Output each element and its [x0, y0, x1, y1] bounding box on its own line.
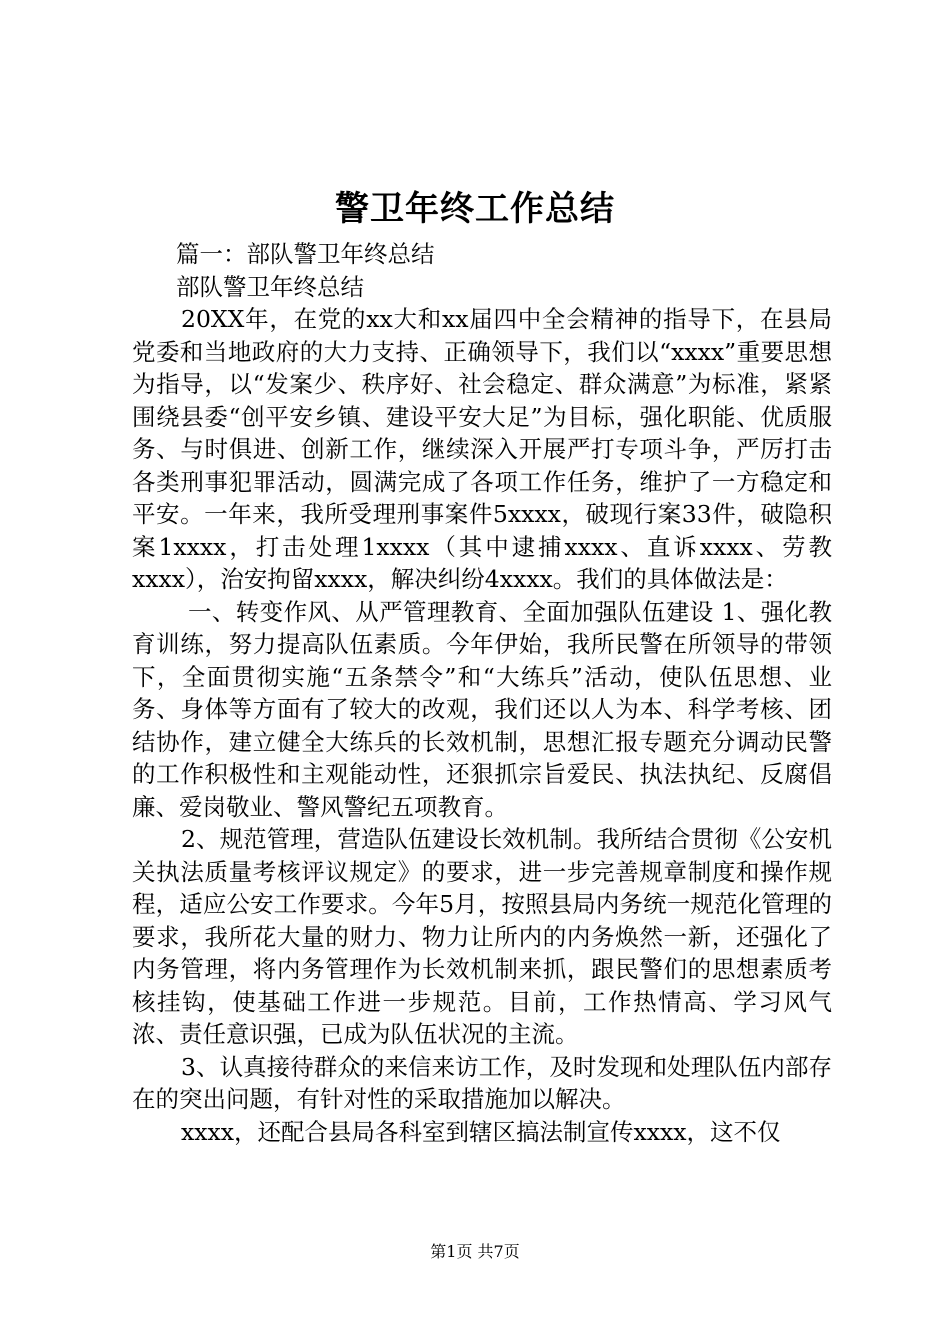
- paragraph-point-1: 一、转变作风、从严管理教育、全面加强队伍建设 1、强化教育训练，努力提高队伍素质。今年伊始，我所民警在所领导的带领下，全面贯彻实施“五条禁令”和“大练兵”活动，使队伍思想、业务、身体等方面有了较大的改观，我们还以人为本、科学考核、团结协作，建立健全大练兵的长效机制，思想汇报专题充分调动民警的工作积极性和主观能动性，还狠抓宗旨爱民、执法执纪、反腐倡廉、爱岗敬业、警风警纪五项教育。: [132, 597, 832, 821]
- paragraph-intro: 20XX年，在党的xx大和xx届四中全会精神的指导下，在县局党委和当地政府的大力支持、正确领导下，我们以“xxxx”重要思想为指导，以“发案少、秩序好、社会稳定、群众满意”为标准，紧紧围绕县委“创平安乡镇、建设平安大足”为目标，强化职能、优质服务、与时俱进、创新工作，继续深入开展严打专项斗争，严厉打击各类刑事犯罪活动，圆满完成了各项工作任务，维护了一方稳定和平安。一年来，我所受理刑事案件5xxxx，破现行案33件，破隐积案1xxxx，打击处理1xxxx（其中逮捕xxxx、直诉xxxx、劳教xxxx），治安拘留xxxx，解决纠纷4xxxx。我们的具体做法是：: [132, 305, 832, 593]
- section-heading: 篇一：部队警卫年终总结: [176, 240, 435, 268]
- paragraph-continued: xxxx，还配合县局各科室到辖区搞法制宣传xxxx，这不仅: [181, 1117, 781, 1146]
- paragraph-point-2: 2、规范管理，营造队伍建设长效机制。我所结合贯彻《公安机关执法质量考核评议规定》的要求，进一步完善规章制度和操作规程，适应公安工作要求。今年5月，按照县局内务统一规范化管理的要求，我所花大量的财力、物力让所内的内务焕然一新，还强化了内务管理，将内务管理作为长效机制来抓，跟民警们的思想素质考核挂钩，使基础工作进一步规范。目前，工作热情高、学习风气浓、责任意识强，已成为队伍状况的主流。: [132, 825, 832, 1048]
- subsection-heading: 部队警卫年终总结: [176, 272, 364, 301]
- paragraph-point-3: 3、认真接待群众的来信来访工作，及时发现和处理队伍内部存在的突出问题，有针对性的采取措施加以解决。: [132, 1052, 832, 1113]
- document-body: [132, 238, 832, 1148]
- page-number-footer: 第1页 共7页: [430, 1242, 520, 1261]
- document-title: 警卫年终工作总结: [335, 189, 615, 229]
